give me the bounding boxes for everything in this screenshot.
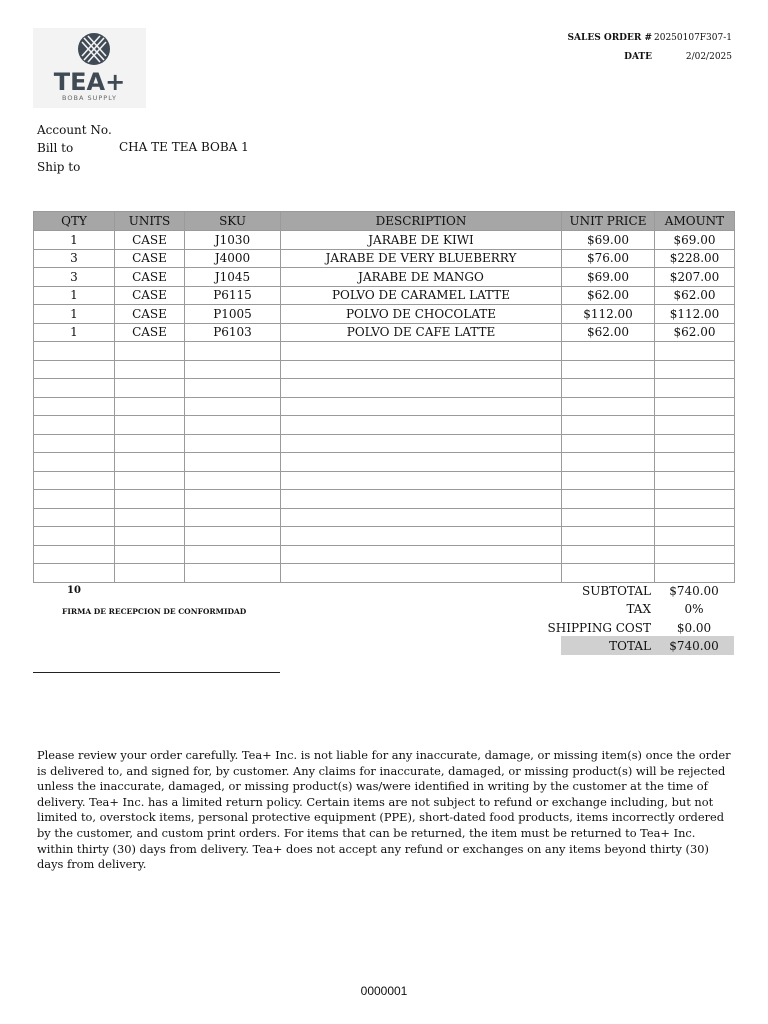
empty-cell [115,416,185,435]
bill-to-value: CHA TE TEA BOBA 1 [119,140,249,154]
empty-cell [34,508,115,527]
amount-cell: $228.00 [655,249,735,268]
empty-cell [115,379,185,398]
empty-cell [115,564,185,583]
amount-cell: $112.00 [655,305,735,324]
empty-cell [655,379,735,398]
table-row [34,286,735,305]
empty-cell [115,471,185,490]
date-label: DATE [624,52,652,62]
empty-cell [281,416,562,435]
empty-table-row [34,508,735,527]
unit-price-cell: $62.00 [562,323,655,342]
empty-cell [562,434,655,453]
empty-cell [281,379,562,398]
qty-cell: 1 [34,286,115,305]
signature-label: FIRMA DE RECEPCION DE CONFORMIDAD [62,607,247,616]
units-cell: CASE [115,231,185,250]
description-cell: JARABE DE VERY BLUEBERRY [281,249,562,268]
empty-cell [562,471,655,490]
shipping-cost-label: SHIPPING COST [547,621,651,635]
empty-cell [281,527,562,546]
amount-cell: $62.00 [655,286,735,305]
units-cell: CASE [115,286,185,305]
description-cell: JARABE DE MANGO [281,268,562,287]
unit-price-cell: $76.00 [562,249,655,268]
empty-cell [34,379,115,398]
tax-label: TAX [626,602,651,616]
empty-cell [655,397,735,416]
empty-cell [34,545,115,564]
logo-wordmark: TEA+ [53,68,126,96]
empty-cell [655,360,735,379]
qty-cell: 1 [34,231,115,250]
empty-cell [34,342,115,361]
empty-cell [115,490,185,509]
empty-cell [34,471,115,490]
empty-cell [34,564,115,583]
table-body [34,231,735,583]
empty-cell [115,342,185,361]
signature-line [33,672,280,673]
description-cell: POLVO DE CARAMEL LATTE [281,286,562,305]
quantity-total: 10 [67,585,81,596]
empty-cell [281,434,562,453]
empty-cell [281,564,562,583]
empty-cell [185,471,281,490]
table-row [34,305,735,324]
empty-table-row [34,434,735,453]
empty-cell [562,342,655,361]
empty-cell [655,545,735,564]
empty-cell [655,453,735,472]
subtotal-label: SUBTOTAL [582,584,651,598]
column-header-description: DESCRIPTION [281,212,562,231]
empty-cell [185,508,281,527]
empty-cell [562,379,655,398]
sku-cell: J1030 [185,231,281,250]
amount-cell: $69.00 [655,231,735,250]
empty-cell [655,490,735,509]
empty-cell [185,360,281,379]
sku-cell: J4000 [185,249,281,268]
empty-cell [281,508,562,527]
empty-cell [655,527,735,546]
empty-table-row [34,360,735,379]
empty-cell [34,360,115,379]
empty-cell [185,490,281,509]
sku-cell: P6103 [185,323,281,342]
empty-cell [655,434,735,453]
empty-cell [115,527,185,546]
tax-value: 0% [684,602,704,616]
empty-cell [281,471,562,490]
empty-cell [655,508,735,527]
empty-cell [562,397,655,416]
disclaimer-paragraph: Please review your order carefully. Tea+ Inc. is not liable for any inaccurate, damage, or missing item(s) once the order is delivered to, and signed for, by customer. Any claims for inaccurate, damaged, or missing product(s) will be rejected unless the inaccurate, damaged, or missing product(s) was/were identified in writing by the customer at the time of delivery. Tea+ Inc. has a limited return policy. Certain items are not subject to refund or exchange including, but not limited to, overstock items, personal protective equipment (PPE), short-dated food products, items incorrectly ordered by the customer, and custom print orders. For items that can be returned, the item must be returned to Tea+ Inc. within thirty (30) days from delivery. Tea+ does not accept any refund or exchanges on any items beyond thirty (30) days from delivery. [37,748,731,872]
empty-table-row [34,342,735,361]
empty-cell [34,416,115,435]
empty-cell [281,397,562,416]
column-header-sku: SKU [185,212,281,231]
empty-cell [562,453,655,472]
amount-cell: $62.00 [655,323,735,342]
sku-cell: P1005 [185,305,281,324]
line-items-table [33,211,735,583]
empty-cell [562,490,655,509]
unit-price-cell: $69.00 [562,268,655,287]
tea-plus-x-mark-icon [75,32,113,66]
sales-order-label: SALES ORDER # [567,33,652,43]
empty-table-row [34,397,735,416]
empty-cell [185,397,281,416]
units-cell: CASE [115,268,185,287]
qty-cell: 1 [34,305,115,324]
empty-cell [115,397,185,416]
column-header-qty: QTY [34,212,115,231]
empty-cell [562,508,655,527]
subtotal-value: $740.00 [669,584,719,598]
empty-cell [115,434,185,453]
empty-cell [562,527,655,546]
units-cell: CASE [115,249,185,268]
table-row [34,323,735,342]
bill-to-label: Bill to [37,141,74,155]
company-logo [33,28,146,108]
column-header-units: UNITS [115,212,185,231]
column-header-amount: AMOUNT [655,212,735,231]
empty-cell [185,434,281,453]
empty-cell [281,360,562,379]
unit-price-cell: $112.00 [562,305,655,324]
qty-cell: 3 [34,268,115,287]
empty-cell [562,416,655,435]
account-no-label: Account No. [37,123,112,137]
unit-price-cell: $69.00 [562,231,655,250]
empty-table-row [34,416,735,435]
empty-cell [115,508,185,527]
empty-cell [562,545,655,564]
table-header-row [34,212,735,231]
empty-cell [185,453,281,472]
empty-cell [185,379,281,398]
page-number: 0000001 [360,984,408,998]
total-value: $740.00 [669,639,719,653]
units-cell: CASE [115,305,185,324]
empty-table-row [34,379,735,398]
logo-tagline: BOBA SUPPLY [62,94,117,102]
empty-table-row [34,471,735,490]
description-cell: POLVO DE CHOCOLATE [281,305,562,324]
qty-cell: 3 [34,249,115,268]
empty-cell [185,545,281,564]
empty-cell [655,342,735,361]
sales-order-number: 20250107F307-1 [654,33,732,43]
ship-to-label: Ship to [37,160,81,174]
empty-cell [185,416,281,435]
empty-cell [562,360,655,379]
description-cell: JARABE DE KIWI [281,231,562,250]
table-row [34,231,735,250]
empty-cell [185,564,281,583]
empty-cell [655,564,735,583]
empty-cell [115,360,185,379]
column-header-unit-price: UNIT PRICE [562,212,655,231]
sku-cell: J1045 [185,268,281,287]
empty-cell [185,342,281,361]
empty-table-row [34,490,735,509]
empty-cell [655,471,735,490]
empty-cell [34,490,115,509]
sku-cell: P6115 [185,286,281,305]
empty-cell [185,527,281,546]
empty-cell [281,490,562,509]
units-cell: CASE [115,323,185,342]
empty-cell [562,564,655,583]
empty-table-row [34,564,735,583]
empty-table-row [34,453,735,472]
empty-cell [281,545,562,564]
date-value: 2/02/2025 [685,52,732,62]
table-row [34,268,735,287]
empty-cell [34,453,115,472]
table-row [34,249,735,268]
description-cell: POLVO DE CAFE LATTE [281,323,562,342]
empty-cell [34,397,115,416]
empty-cell [655,416,735,435]
empty-cell [115,453,185,472]
unit-price-cell: $62.00 [562,286,655,305]
empty-cell [281,453,562,472]
qty-cell: 1 [34,323,115,342]
empty-cell [34,434,115,453]
total-label: TOTAL [609,639,651,653]
empty-cell [281,342,562,361]
empty-table-row [34,545,735,564]
shipping-cost-value: $0.00 [676,621,712,635]
empty-table-row [34,527,735,546]
empty-cell [34,527,115,546]
empty-cell [115,545,185,564]
amount-cell: $207.00 [655,268,735,287]
